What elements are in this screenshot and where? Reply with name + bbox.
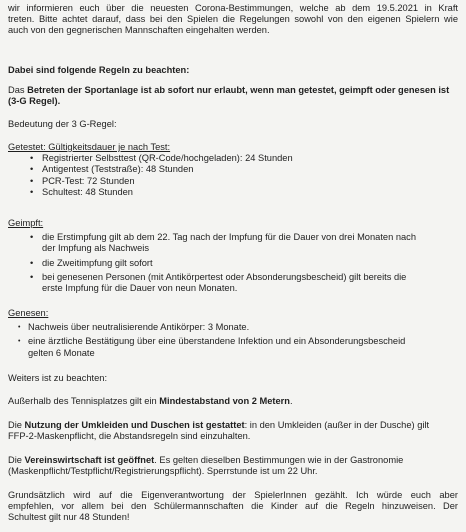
- tested-heading: Getestet: Gültigkeitsdauer je nach Test:: [8, 142, 171, 152]
- entry-rule: [8, 85, 458, 107]
- vaccinated-heading: Geimpft:: [8, 218, 44, 228]
- changing-rule: [8, 420, 458, 442]
- list-item-line: eine ärztliche Bestätigung über eine überstandene Infektion und ein Absonderungsbescheid: [28, 336, 406, 347]
- entry-prefix: Das: [8, 85, 28, 95]
- list-item: [8, 258, 458, 269]
- list-item-line: die Zweitimpfung gilt sofort: [42, 257, 153, 268]
- changing-suffix: : in den Umkleiden (außer in der Dusche) gilt: [244, 420, 430, 430]
- list-item: • Schultest: 48 Stunden: [8, 187, 458, 198]
- closing-line-2: empfehlen, vor allem bei den Schülermannschaften die Kinder auf die Regeln hinzuweisen. Der: [8, 501, 458, 512]
- list-item-line: bei genesenen Personen (mit Antikörpertest oder Absonderungsbescheid) gilt bereits die: [42, 271, 407, 282]
- list-item-line: die Erstimpfung gilt ab dem 22. Tag nach der Impfung für die Dauer von drei Monaten nach: [42, 232, 416, 243]
- intro-paragraph: [8, 3, 458, 37]
- recovered-list: [8, 322, 458, 359]
- vaccinated-list: [8, 232, 458, 294]
- list-item: [8, 232, 458, 254]
- entry-bold: Betreten der Sportanlage ist ab sofort nur erlaubt, wenn man getestet, geimpft oder genesen ist: [27, 85, 450, 95]
- list-item: [8, 336, 458, 358]
- list-item: • Antigentest (Teststraße): 48 Stunden: [8, 164, 458, 175]
- club-suffix: . Es gelten dieselben Bestimmungen wie in der Gastronomie: [154, 455, 404, 465]
- changing-bold: Nutzung der Umkleiden und Duschen ist gestattet: [24, 420, 245, 430]
- changing-line-2: FFP-2-Maskenpflicht, die Abstandsregeln sind einzuhalten.: [8, 431, 251, 442]
- list-item-line: erste Impfung für die Dauer von neun Monaten.: [42, 283, 238, 294]
- closing-line-1: Grundsätzlich wird auf die Eigenverantwortung der SpielerInnen gezählt. Ich würde euch aber: [8, 490, 458, 500]
- list-item: • PCR-Test: 72 Stunden: [8, 176, 458, 187]
- rules-heading: Dabei sind folgende Regeln zu beachten:: [8, 65, 190, 75]
- club-rule: [8, 455, 458, 477]
- closing-line-3: Schultest gilt nur 48 Stunden!: [8, 512, 130, 523]
- club-prefix: Die: [8, 455, 25, 465]
- further-heading: Weiters ist zu beachten:: [8, 373, 108, 383]
- closing-paragraph: [8, 490, 458, 524]
- recovered-heading: Genesen:: [8, 308, 49, 318]
- tested-section: [8, 142, 458, 198]
- changing-prefix: Die: [8, 420, 25, 430]
- list-item: [8, 322, 458, 333]
- list-item-line: Nachweis über neutralisierende Antikörper: 3 Monate.: [28, 322, 250, 333]
- distance-bold: Mindestabstand von 2 Metern: [159, 396, 290, 406]
- intro-line-3: auch von den gegnerischen Mannschaften eingehalten werden.: [8, 25, 270, 36]
- list-item-line: der Impfung als Nachweis: [42, 243, 149, 254]
- intro-line-2: treten. Bitte achtet darauf, dass bei den Spielen die Regelungen sowohl von den eigenen Spielern wie: [8, 14, 458, 25]
- intro-line-1: wir informieren euch über die neuesten Corona-Bestimmungen, welche ab dem 19.5.2021 in Kraft: [8, 3, 458, 13]
- tested-list: [8, 153, 458, 198]
- recovered-section: [8, 308, 458, 359]
- list-item: • Registrierter Selbsttest (QR-Code/hochgeladen): 24 Stunden: [8, 153, 458, 164]
- list-item: [8, 272, 458, 294]
- club-bold: Vereinswirtschaft ist geöffnet: [24, 455, 155, 465]
- distance-prefix: Außerhalb des Tennisplatzes gilt ein: [8, 396, 160, 406]
- entry-line-2: (3-G Regel).: [8, 96, 61, 107]
- distance-suffix: .: [289, 396, 293, 406]
- vaccinated-section: [8, 218, 458, 294]
- list-item-line: gelten 6 Monate: [28, 347, 95, 358]
- club-line-2: (Maskenpflicht/Testpflicht/Registrierungspflicht). Sperrstunde ist um 22 Uhr.: [8, 466, 318, 477]
- distance-rule: [8, 396, 458, 407]
- meaning-heading: Bedeutung der 3 G-Regel:: [8, 119, 117, 129]
